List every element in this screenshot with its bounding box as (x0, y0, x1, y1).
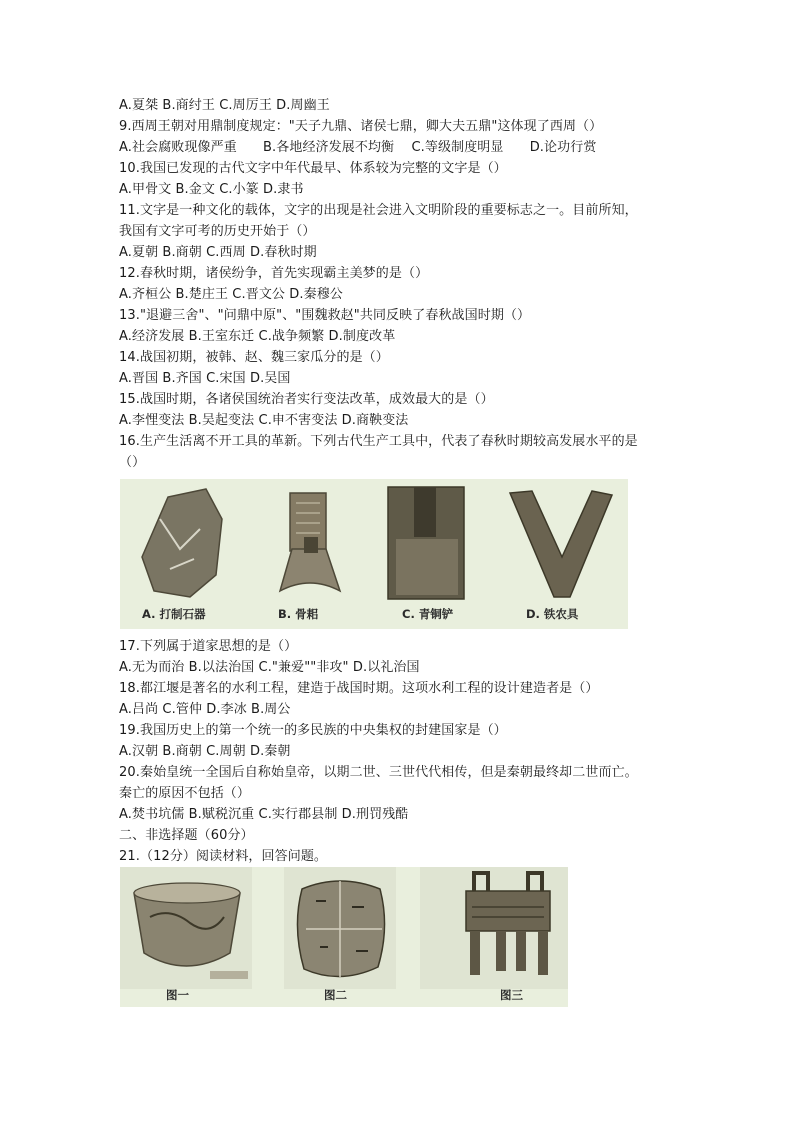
iron-tool-image (510, 491, 612, 597)
q15-options: A.李悝变法 B.吴起变法 C.申不害变法 D.商鞅变法 (119, 413, 409, 428)
q10-stem: 10.我国已发现的古代文字中年代最早、体系较为完整的文字是（） (119, 161, 507, 176)
q11-stem-line2: 我国有文字可考的历史开始于（） (119, 224, 316, 239)
material-caption-3: 图三 (500, 988, 523, 1002)
q14-options: A.晋国 B.齐国 C.宋国 D.吴国 (119, 371, 291, 386)
q13-options: A.经济发展 B.王室东迁 C.战争频繁 D.制度改革 (119, 329, 396, 344)
q21-stem: 21.（12分）阅读材料，回答问题。 (119, 849, 328, 864)
tool-caption-c: C. 青铜铲 (402, 607, 454, 621)
q12-stem: 12.春秋时期，诸侯纷争，首先实现霸主美梦的是（） (119, 266, 429, 281)
q9-options: A.社会腐败现像严重 B.各地经济发展不均衡 C.等级制度明显 D.论功行赏 (119, 140, 597, 155)
q13-stem: 13."退避三舍"、"问鼎中原"、"围魏救赵"共同反映了春秋战国时期（） (119, 308, 531, 323)
q14-stem: 14.战国初期，被韩、赵、魏三家瓜分的是（） (119, 350, 389, 365)
q9-stem: 9.西周王朝对用鼎制度规定："天子九鼎、诸侯七鼎，卿大夫五鼎"这体现了西周（） (119, 119, 603, 134)
tool-caption-b: B. 骨耜 (278, 607, 319, 621)
chipped-stone-tool-image (142, 489, 222, 597)
tool-caption-d: D. 铁农具 (526, 607, 579, 621)
material-caption-1: 图一 (166, 988, 189, 1002)
q16-stem-line2: （） (119, 455, 146, 470)
q8-options: A.夏桀 B.商纣王 C.周厉王 D.周幽王 (119, 98, 330, 113)
q20-stem-line2: 秦亡的原因不包括（） (119, 786, 251, 801)
q18-stem: 18.都江堰是著名的水利工程，建造于战国时期。这项水利工程的设计建造者是（） (119, 681, 599, 696)
q20-options: A.焚书坑儒 B.赋税沉重 C.实行郡县制 D.刑罚残酷 (119, 807, 409, 822)
q11-stem-line1: 11.文字是一种文化的载体，文字的出现是社会进入文明阶段的重要标志之一。目前所知， (119, 203, 638, 218)
bronze-shovel-image (388, 487, 464, 599)
q16-stem-line1: 16.生产生活离不开工具的革新。下列古代生产工具中，代表了春秋时期较高发展水平的是 (119, 434, 638, 449)
bone-spade-image (280, 493, 340, 591)
pottery-bowl-image (120, 867, 252, 989)
q11-options: A.夏朝 B.商朝 C.西周 D.春秋时期 (119, 245, 317, 260)
q17-stem: 17.下列属于道家思想的是（） (119, 639, 298, 654)
q20-stem-line1: 20.秦始皇统一全国后自称始皇帝，以期二世、三世代代相传，但是秦朝最终却二世而亡。 (119, 765, 638, 780)
q12-options: A.齐桓公 B.楚庄王 C.晋文公 D.秦穆公 (119, 287, 343, 302)
tool-caption-a: A. 打制石器 (142, 607, 206, 621)
q18-options: A.吕尚 C.管仲 D.李冰 B.周公 (119, 702, 291, 717)
q17-options: A.无为而治 B.以法治国 C."兼爱""非攻" D.以礼治国 (119, 660, 420, 675)
oracle-bone-image (284, 867, 396, 989)
tools-figure (120, 479, 628, 629)
q15-stem: 15.战国时期，各诸侯国统治者实行变法改革，成效最大的是（） (119, 392, 494, 407)
bronze-ding-image (420, 867, 568, 989)
section-heading: 二、非选择题（60分） (119, 828, 254, 843)
q19-options: A.汉朝 B.商朝 C.周朝 D.秦朝 (119, 744, 291, 759)
q19-stem: 19.我国历史上的第一个统一的多民族的中央集权的封建国家是（） (119, 723, 507, 738)
material-caption-2: 图二 (324, 988, 347, 1002)
materials-figure (120, 867, 568, 1007)
materials-illustration (120, 867, 568, 1007)
q10-options: A.甲骨文 B.金文 C.小篆 D.隶书 (119, 182, 304, 197)
